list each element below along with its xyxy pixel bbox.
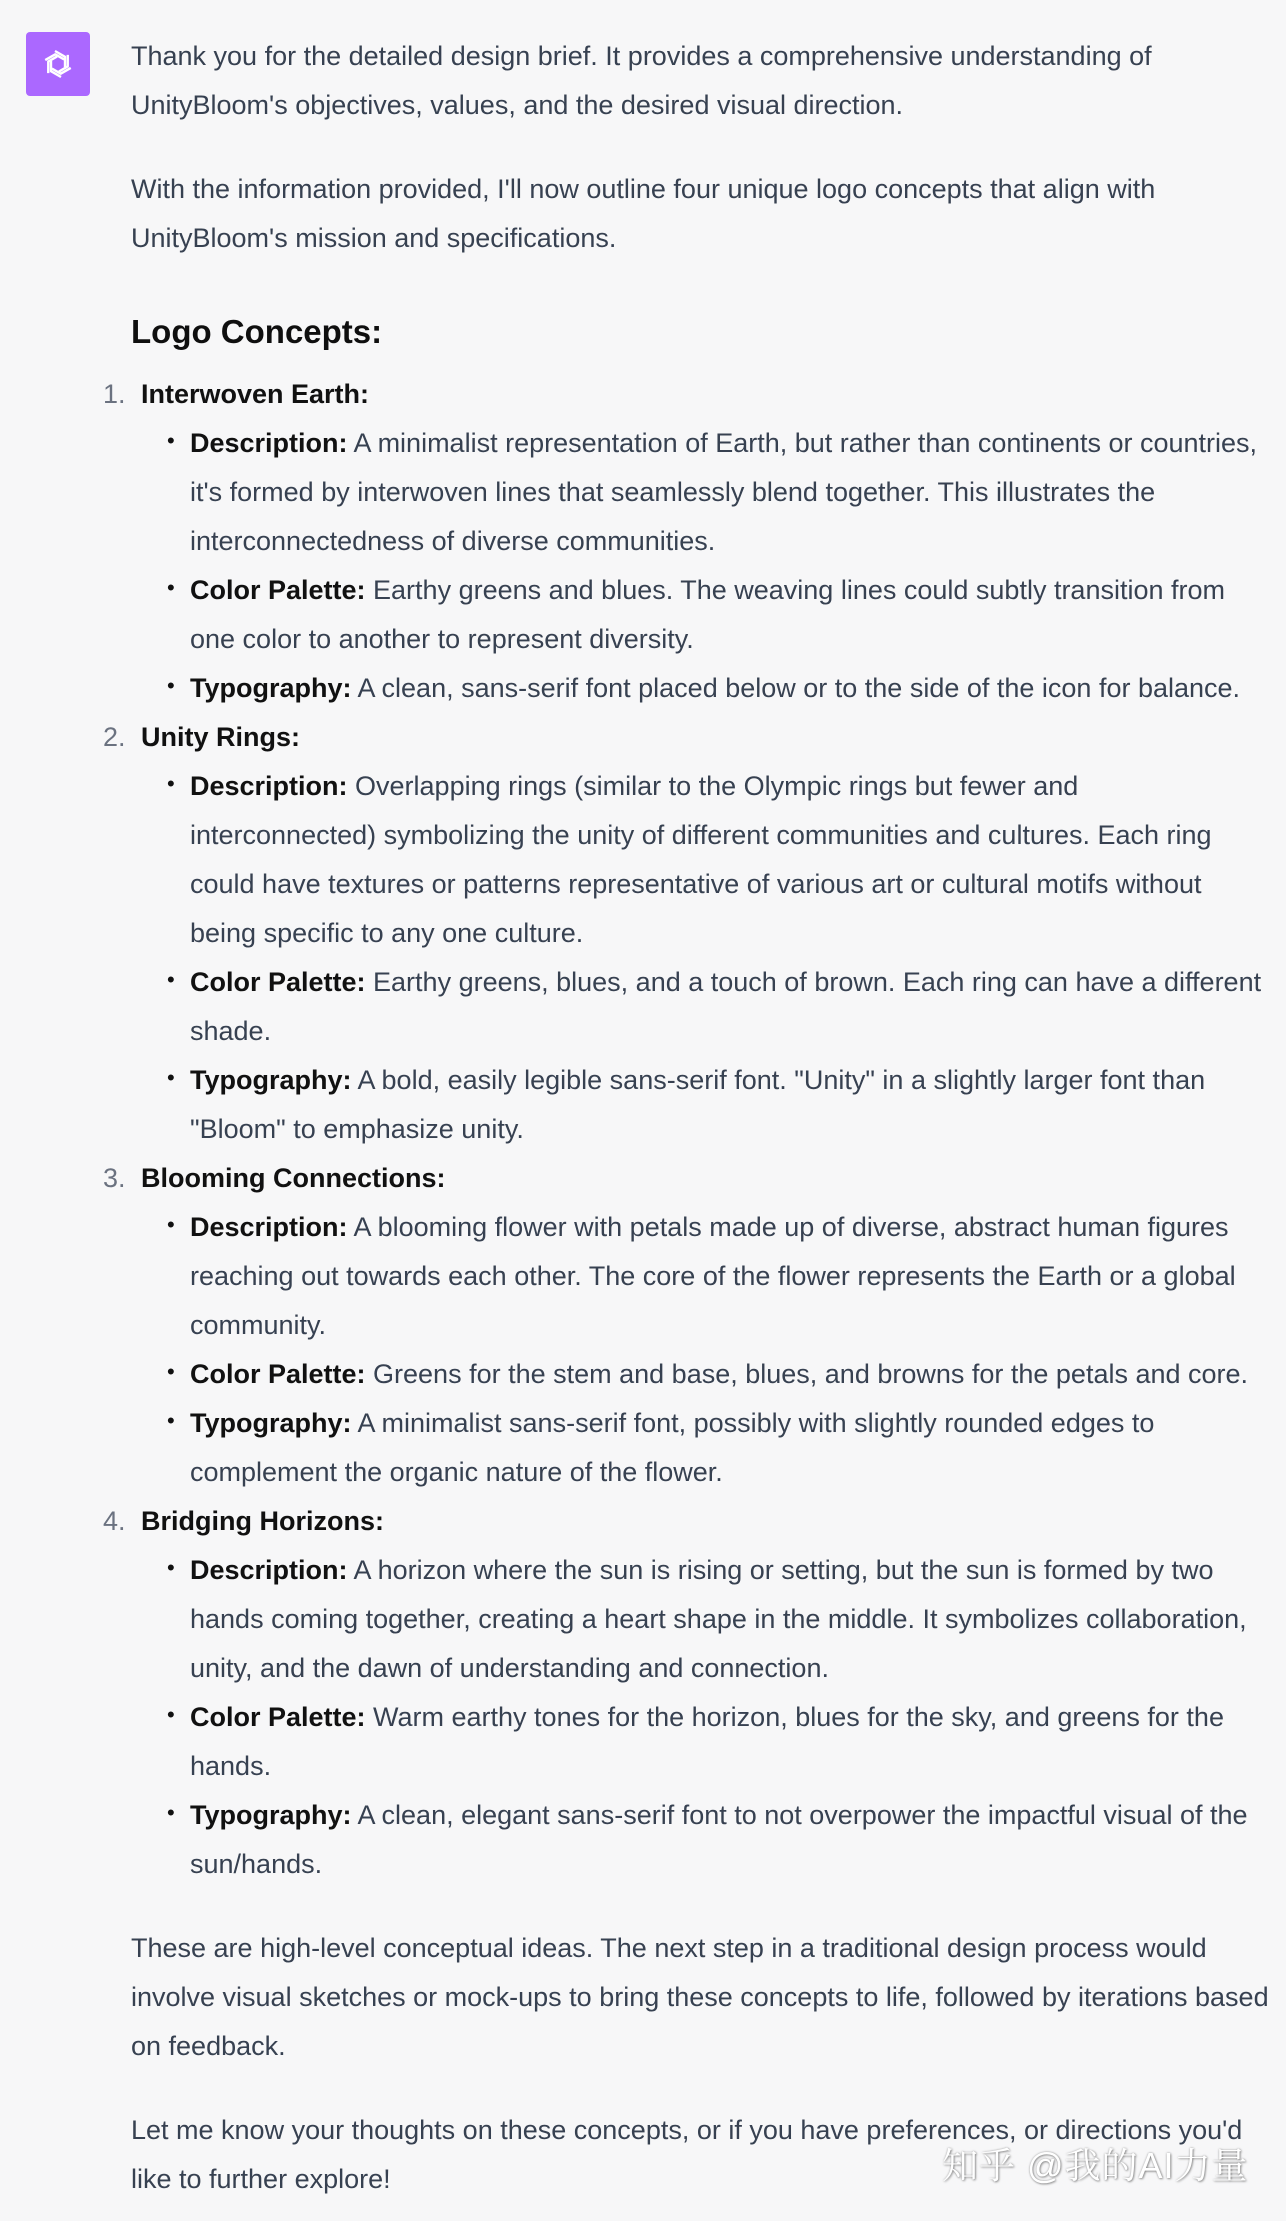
section-heading: Logo Concepts: <box>131 313 383 350</box>
concept-title: Bridging Horizons: <box>141 1506 384 1536</box>
detail-label: Color Palette: <box>190 575 366 605</box>
detail-item <box>167 419 1271 566</box>
detail-item <box>167 664 1271 713</box>
detail-item <box>167 762 1271 958</box>
concept-item <box>103 1497 1271 1889</box>
detail-label: Description: <box>190 1212 348 1242</box>
concept-title: Blooming Connections: <box>141 1163 446 1193</box>
bullet-icon: • <box>167 1800 175 1825</box>
assistant-avatar <box>26 32 90 96</box>
detail-label: Description: <box>190 771 348 801</box>
intro-paragraph: Thank you for the detailed design brief. It provides a comprehensive understanding of UnityBloom's objectives, values, and the desired visual direction. <box>131 41 1152 120</box>
detail-text: Earthy greens and blues. The weaving lines could subtly transition from one color to another to represent diversity. <box>190 575 1225 654</box>
intro-paragraph: With the information provided, I'll now outline four unique logo concepts that align with UnityBloom's mission and specifications. <box>131 174 1156 253</box>
detail-text: Greens for the stem and base, blues, and browns for the petals and core. <box>365 1359 1249 1389</box>
detail-item <box>167 1791 1271 1889</box>
concept-number: 4. <box>103 1506 126 1536</box>
concept-number: 3. <box>103 1163 126 1193</box>
bullet-icon: • <box>167 1212 175 1237</box>
concept-item <box>103 1154 1271 1497</box>
bullet-icon: • <box>167 1065 175 1090</box>
detail-text: Earthy greens, blues, and a touch of brown. Each ring can have a different shade. <box>190 967 1262 1046</box>
detail-text: A clean, sans-serif font placed below or to the side of the icon for balance. <box>351 673 1241 703</box>
zhihu-watermark: 知乎 @我的AI力量 <box>942 2145 1249 2186</box>
openai-logo-icon <box>38 44 78 84</box>
outro-paragraph: Let me know your thoughts on these concepts, or if you have preferences, or directions you'd like to further explore! <box>131 2115 1243 2194</box>
detail-label: Typography: <box>190 673 352 703</box>
detail-text: A horizon where the sun is rising or setting, but the sun is formed by two hands coming together, creating a heart shape in the middle. It symbolizes collaboration, unity, and the dawn of understanding and connection. <box>190 1555 1247 1683</box>
detail-text: A clean, elegant sans-serif font to not overpower the impactful visual of the sun/hands. <box>190 1800 1248 1879</box>
detail-label: Typography: <box>190 1408 352 1438</box>
bullet-icon: • <box>167 1555 175 1580</box>
concept-details <box>141 1203 1271 1497</box>
detail-label: Description: <box>190 1555 348 1585</box>
detail-label: Color Palette: <box>190 967 366 997</box>
assistant-message <box>103 32 1271 2221</box>
detail-item <box>167 1056 1271 1154</box>
detail-item <box>167 1693 1271 1791</box>
concept-details <box>141 762 1271 1154</box>
concept-details <box>141 1546 1271 1889</box>
detail-item <box>167 566 1271 664</box>
detail-item <box>167 1546 1271 1693</box>
detail-label: Color Palette: <box>190 1702 366 1732</box>
concept-list <box>103 370 1271 1889</box>
bullet-icon: • <box>167 575 175 600</box>
bullet-icon: • <box>167 1359 175 1384</box>
detail-item <box>167 958 1271 1056</box>
concept-number: 1. <box>103 379 126 409</box>
bullet-icon: • <box>167 967 175 992</box>
detail-label: Color Palette: <box>190 1359 366 1389</box>
concept-details <box>141 419 1271 713</box>
bullet-icon: • <box>167 428 175 453</box>
detail-label: Typography: <box>190 1800 352 1830</box>
bullet-icon: • <box>167 673 175 698</box>
detail-text: A blooming flower with petals made up of diverse, abstract human figures reaching out towards each other. The core of the flower represents the Earth or a global community. <box>190 1212 1236 1340</box>
bullet-icon: • <box>167 1702 175 1727</box>
detail-item <box>167 1350 1271 1399</box>
outro-paragraph: These are high-level conceptual ideas. The next step in a traditional design process would involve visual sketches or mock-ups to bring these concepts to life, followed by iterations based on feedback. <box>131 1933 1269 2061</box>
detail-label: Description: <box>190 428 348 458</box>
detail-text: A minimalist representation of Earth, but rather than continents or countries, it's formed by interwoven lines that seamlessly blend together. This illustrates the interconnectedness of diverse communities. <box>190 428 1258 556</box>
bullet-icon: • <box>167 1408 175 1433</box>
detail-text: A bold, easily legible sans-serif font. "Unity" in a slightly larger font than "Bloom" to emphasize unity. <box>190 1065 1206 1144</box>
detail-text: A minimalist sans-serif font, possibly with slightly rounded edges to complement the organic nature of the flower. <box>190 1408 1155 1487</box>
detail-item <box>167 1203 1271 1350</box>
concept-title: Unity Rings: <box>141 722 300 752</box>
concept-item <box>103 713 1271 1154</box>
bullet-icon: • <box>167 771 175 796</box>
concept-title: Interwoven Earth: <box>141 379 370 409</box>
detail-text: Overlapping rings (similar to the Olympic rings but fewer and interconnected) symbolizing the unity of different communities and cultures. Each ring could have textures or patterns representative of various art or cultural motifs without being specific to any one culture. <box>190 771 1212 948</box>
detail-text: Warm earthy tones for the horizon, blues for the sky, and greens for the hands. <box>190 1702 1224 1781</box>
detail-label: Typography: <box>190 1065 352 1095</box>
detail-item <box>167 1399 1271 1497</box>
concept-number: 2. <box>103 722 126 752</box>
concept-item <box>103 370 1271 713</box>
